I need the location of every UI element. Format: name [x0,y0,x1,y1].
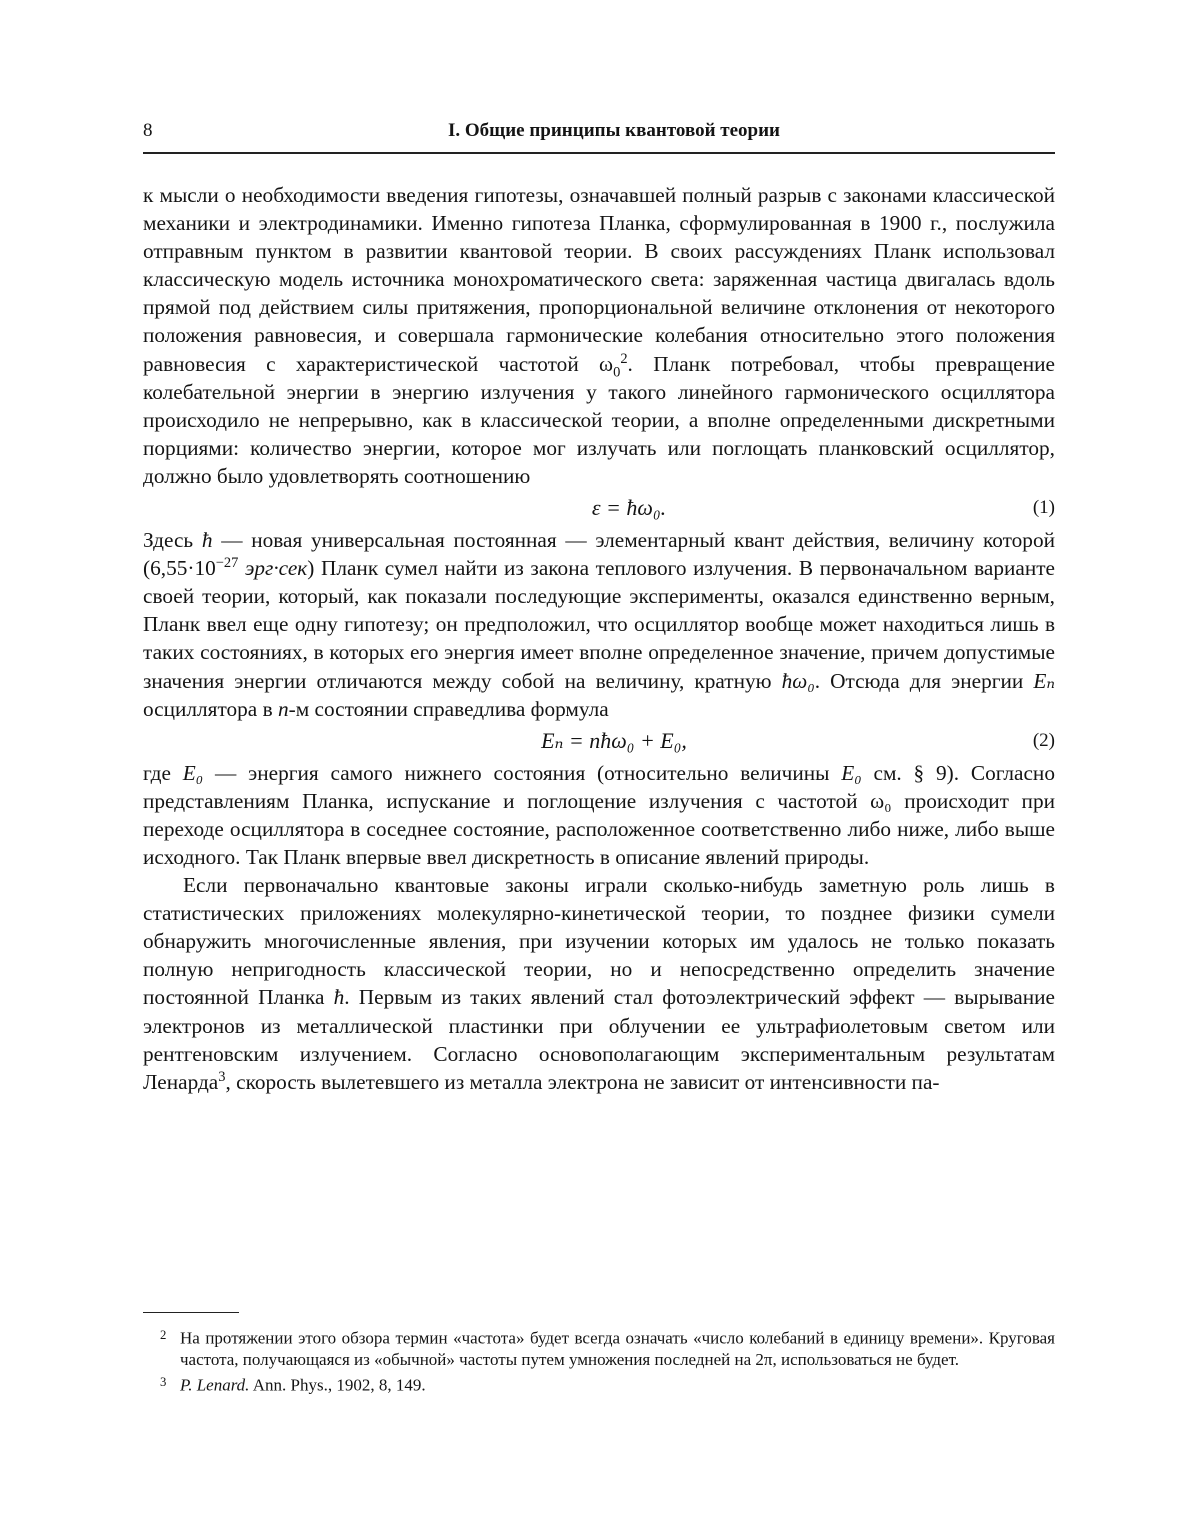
footnote-3-text: Ann. Phys., 1902, 8, 149. [249,1375,426,1395]
planck-symbol: ħ [201,528,213,553]
h-omega: ħω₀ [781,668,815,693]
p4-text-b: . Первым из таких явлений стал фотоэлектрический эффект — вырывание электронов из металлической пластинки при облучении ее ультрафиолетовым светом или рентгеновским излучением. Согласно основополагающим экспериментальным результатам Ленарда [143,985,1055,1094]
unit-erg-sec: эрг·сек [238,556,308,581]
planck-symbol-2: ħ [333,985,345,1010]
p3-text-a: где [143,760,183,785]
equation-number-1: (1) [1032,497,1055,519]
page-header [143,120,1055,150]
p4-text-c: , скорость вылетевшего из металла электрона не зависит от интенсивности па- [225,1069,940,1094]
energy-n: Eₙ [1033,668,1055,693]
page-number: 8 [143,120,153,141]
footnote-2-text: На протяжении этого обзора термин «частота» будет всегда означать «число колебаний в единицу времени». Круговая частота, получающаяся из «обычной» частоты путем умножения последней на 2π, использоваться не будет. [180,1328,1055,1370]
footnote-ref-2[interactable]: 2 [620,350,628,367]
paragraph-3 [143,759,1055,871]
p2-text-b: — новая универсальная постоянная — элементарный квант действия, величину которой (6,55·10 [143,528,1055,581]
formula-2-expression: Eₙ = nħω₀ + E₀, [541,727,687,753]
body-text [143,181,1055,1096]
footnote-3-author: P. Lenard. [180,1375,250,1395]
n-symbol: n [277,696,289,721]
p2-text-a: Здесь [143,528,202,553]
p3-text-b: — энергия самого нижнего состояния (относительно величины [203,760,842,785]
energy-zero-2: E₀ [841,760,862,785]
p3-text-c: см. § 9). Согласно представлениям Планка, испускание и поглощение излучения с частотой ω₀ происходит при переходе осциллятора в соседнее состояние, расположенное соответственно либо ниже, либо выше исходного. Так Планк впервые ввел дискретность в описание явлений природы. [143,760,1055,869]
p4-text-a: Если первоначально квантовые законы играли сколько-нибудь заметную роль лишь в статистических приложениях молекулярно-кинетической теории, то позднее физики сумели обнаружить многочисленные явления, при изучении которых им удалось не только показать полную непригодность классической теории, но и непосредственно определить значение постоянной Планка [143,873,1055,1010]
footnote-3 [160,1371,1055,1396]
running-title: I. Общие принципы квантовой теории [448,120,780,141]
paragraph-2 [143,526,1055,723]
header-rule [143,152,1055,154]
exponent: −27 [215,555,239,572]
paragraph-1 [143,181,1055,490]
omega-subscript: 0 [613,363,621,380]
paragraph-1-end: . Планк потребовал, чтобы превращение колебательной энергии в энергию излучения у такого линейного гармонического осциллятора происходило не непрерывно, как в классической теории, а вполне определенными дискретными порциями: количество энергии, которое мог излучать или поглощать планковский осциллятор, должно было удовлетворять соотношению [143,351,1055,488]
energy-zero: E₀ [182,760,204,785]
footnote-3-mark: 3 [160,1375,167,1390]
footnote-rule [143,1312,239,1313]
equation-number-2: (2) [1032,729,1055,751]
p2-text-f: -м состоянии справедлива формула [288,696,609,721]
formula-2 [143,723,1055,759]
formula-1-expression: ε = ħω₀. [591,495,667,521]
paragraph-4 [143,871,1055,1096]
paragraph-1-text: к мысли о необходимости введения гипотезы, означавшей полный разрыв с законами классической механики и электродинамики. Именно гипотеза Планка, сформулированная в 1900 г., послужила отправным пунктом в развитии квантовой теории. В своих рассуждениях Планк использовал классическую модель источника монохроматического света: заряженная частица двигалась вдоль прямой под действием силы притяжения, пропорциональной величине отклонения от некоторого положения равновесия, и совершала гармонические колебания относительно этого положения равновесия с характеристической частотой ω [143,183,1055,376]
formula-1 [143,490,1055,526]
footnote-ref-3[interactable]: 3 [218,1068,226,1085]
footnote-2 [160,1324,1055,1371]
footnote-2-mark: 2 [160,1328,167,1342]
p2-text-d: . Отсюда для энергии [814,668,1034,693]
p2-text-e: осциллятора в [143,696,278,721]
p2-text-c: ) Планк сумел найти из закона теплового излучения. В первоначальном варианте своей теории, который, как показали последующие эксперименты, оказался единственно верным, Планк ввел еще одну гипотезу; он предположил, что осциллятор вообще может находиться лишь в таких состояниях, в которых его энергия имеет вполне определенное значение, причем допустимые значения энергии отличаются между собой на величину, кратную [143,556,1055,693]
footnotes [160,1324,1055,1397]
